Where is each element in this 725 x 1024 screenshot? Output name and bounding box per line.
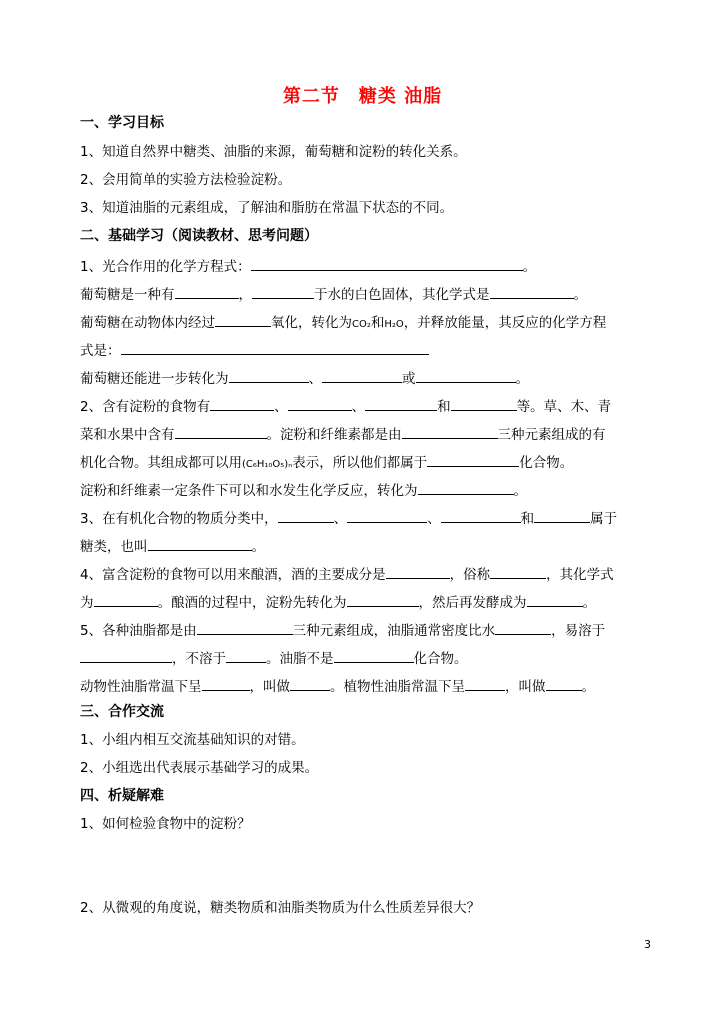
- answer-blank[interactable]: [80, 647, 172, 663]
- answer-blank[interactable]: [416, 367, 516, 383]
- section-heading-coop: 三、合作交流: [80, 704, 164, 720]
- basic-line-5: 葡萄糖还能进一步转化为 、 或 。: [80, 367, 529, 388]
- page-title: 第二节 糖类 油脂: [282, 86, 443, 107]
- answer-blank[interactable]: [465, 675, 505, 691]
- answer-blank[interactable]: [94, 591, 158, 607]
- answer-blank[interactable]: [347, 507, 427, 523]
- answer-blank[interactable]: [534, 507, 590, 523]
- basic-line-1: 1、光合作用的化学方程式： 。: [80, 255, 536, 276]
- basic-line-3: 葡萄糖在动物体内经过 氧化，转化为CO₂和H₂O，并释放能量，其反应的化学方程: [80, 311, 606, 334]
- coop-item: 2、小组选出代表展示基础学习的成果。: [80, 760, 319, 776]
- answer-blank[interactable]: [252, 283, 314, 299]
- basic-line-6: 2、含有淀粉的食物有 、 、 和 等。草、木、青: [80, 395, 611, 416]
- basic-line-4: 式是：: [80, 339, 429, 360]
- page-number: 3: [644, 938, 651, 951]
- basic-line-2: 葡萄糖是一种有 ， 于水的白色固体，其化学式是 。: [80, 283, 587, 304]
- basic-line-8: 机化合物。其组成都可以用(C₆H₁₀O₅)ₙ表示，所以他们都属于 化合物。: [80, 451, 573, 474]
- basic-line-12: 4、富含淀粉的食物可以用来酿酒，酒的主要成分是 ，俗称 ，其化学式: [80, 563, 614, 584]
- answer-blank[interactable]: [175, 283, 239, 299]
- answer-blank[interactable]: [202, 675, 250, 691]
- answer-blank[interactable]: [546, 675, 582, 691]
- goal-item: 3、知道油脂的元素组成，了解油和脂肪在常温下状态的不同。: [80, 200, 454, 216]
- answer-blank[interactable]: [121, 339, 429, 355]
- basic-line-14: 5、各种油脂都是由 三种元素组成，油脂通常密度比水 ，易溶于: [80, 619, 605, 640]
- question-item: 1、如何检验食物中的淀粉？: [80, 816, 251, 832]
- answer-blank[interactable]: [229, 367, 309, 383]
- answer-blank[interactable]: [451, 395, 517, 411]
- goal-item: 2、会用简单的实验方法检验淀粉。: [80, 172, 292, 188]
- answer-blank[interactable]: [427, 451, 519, 467]
- answer-blank[interactable]: [334, 647, 414, 663]
- section-heading-goals: 一、学习目标: [80, 115, 164, 131]
- section-heading-questions: 四、析疑解难: [80, 788, 164, 804]
- answer-blank[interactable]: [288, 395, 352, 411]
- basic-line-13: 为 。酿酒的过程中，淀粉先转化为 ，然后再发酵成为 。: [80, 591, 596, 612]
- answer-blank[interactable]: [251, 255, 523, 271]
- basic-line-16: 动物性油脂常温下呈 ，叫做 。植物性油脂常温下呈 ，叫做 。: [80, 675, 595, 696]
- answer-blank[interactable]: [197, 619, 293, 635]
- answer-blank[interactable]: [527, 591, 583, 607]
- answer-blank[interactable]: [215, 311, 271, 327]
- answer-blank[interactable]: [226, 647, 266, 663]
- answer-blank[interactable]: [402, 423, 498, 439]
- answer-blank[interactable]: [322, 367, 402, 383]
- answer-blank[interactable]: [347, 591, 419, 607]
- basic-line-15: ，不溶于 。油脂不是 化合物。: [80, 647, 468, 668]
- basic-line-7: 菜和水果中含有 。淀粉和纤维素都是由 三种元素组成的有: [80, 423, 606, 444]
- basic-line-10: 3、在有机化合物的物质分类中， 、 、 和 属于: [80, 507, 617, 528]
- answer-blank[interactable]: [148, 535, 252, 551]
- answer-blank[interactable]: [290, 675, 330, 691]
- question-item: 2、从微观的角度说，糖类物质和油脂类物质为什么性质差异很大？: [80, 900, 481, 916]
- section-heading-basic: 二、基础学习（阅读教材、思考问题）: [80, 228, 318, 244]
- basic-line-9: 淀粉和纤维素一定条件下可以和水发生化学反应，转化为 。: [80, 479, 527, 500]
- goal-item: 1、知道自然界中糖类、油脂的来源，葡萄糖和淀粉的转化关系。: [80, 144, 467, 160]
- coop-item: 1、小组内相互交流基础知识的对错。: [80, 732, 305, 748]
- basic-line-11: 糖类，也叫 。: [80, 535, 265, 556]
- answer-blank[interactable]: [495, 619, 551, 635]
- answer-blank[interactable]: [278, 507, 334, 523]
- answer-blank[interactable]: [490, 283, 574, 299]
- answer-blank[interactable]: [175, 423, 267, 439]
- answer-blank[interactable]: [365, 395, 437, 411]
- answer-blank[interactable]: [490, 563, 546, 579]
- answer-blank[interactable]: [386, 563, 450, 579]
- answer-blank[interactable]: [441, 507, 521, 523]
- answer-blank[interactable]: [418, 479, 514, 495]
- answer-blank[interactable]: [210, 395, 274, 411]
